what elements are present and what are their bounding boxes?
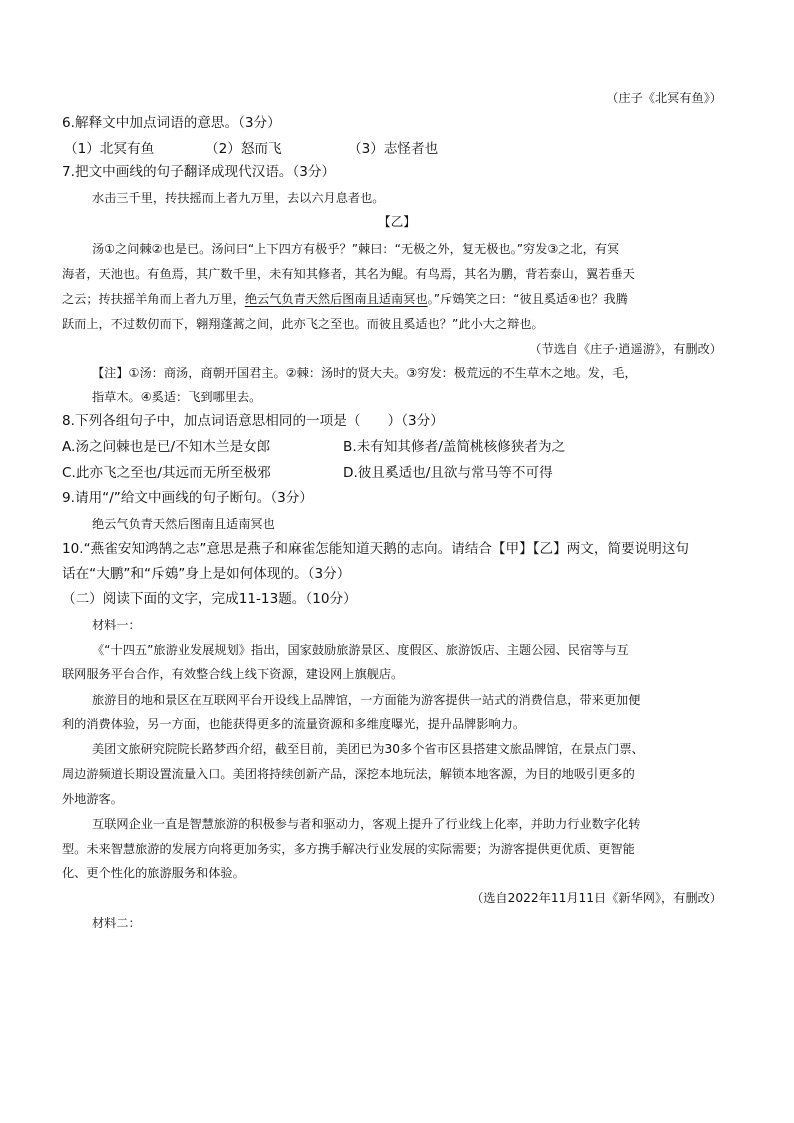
m1-p3-line-1: 美团文旅研究院院长路梦西介绍，截至目前，美团已为30多个省市区县搭建文旅品牌馆，在景点门票、: [92, 742, 644, 756]
note-line-1: 【注】①汤：商汤，商朝开国君主。②棘：汤时的贤大夫。③穷发：极荒远的不生草木之地。发，毛，: [92, 366, 637, 380]
q8-option-c: C.此亦飞之至也/其远而无所至极邪: [62, 465, 271, 481]
m1-p3-line-3: 外地游客。: [62, 792, 123, 806]
text-b-line-4: 跃而上，不过数仞而下，翱翔蓬蒿之间，此亦飞之至也。而彼且奚适也？”此小大之辩也。: [62, 317, 544, 331]
text-b-title: 【乙】: [378, 214, 416, 229]
text-a-source: （庄子《北冥有鱼》）: [606, 91, 722, 105]
m1-p3-line-2: 周边游频道长期设置流量入口。美团将持续创新产品，深挖本地玩法，解锁本地客源，为目的地吸引更多的: [62, 767, 635, 781]
q10-line-2: 话在“大鹏”和“斥鴳”身上是如何体现的。（3分）: [62, 566, 351, 582]
m1-p4-line-1: 互联网企业一直是智慧旅游的积极参与者和驱动力，客观上提升了行业线上化率，并助力行业数字化转: [92, 817, 641, 831]
q7-stem: 7.把文中画线的句子翻译成现代汉语。（3分）: [62, 164, 336, 180]
q6-item-2: （2）怒而飞: [205, 141, 282, 157]
material-2-label: 材料二：: [92, 916, 141, 930]
q8-option-b: B.未有知其修者/盖简桃核修狭者为之: [343, 439, 566, 455]
m1-p2-line-1: 旅游目的地和景区在互联网平台开设线上品牌馆，一方面能为游客提供一站式的消费信息，带来更加便: [92, 693, 641, 707]
text-b-line-3-end: 。”斥鴳笑之曰：“彼且奚适④也？我腾: [427, 292, 628, 306]
text-b-source: （节选自《庄子·逍遥游》，有删改）: [529, 342, 722, 356]
q6-item-3: （3）志怪者也: [348, 141, 439, 157]
text-b-line-2: 海者，天池也。有鱼焉，其广数千里，未有知其修者，其名为鲲。有鸟焉，其名为鹏，背若泰山，翼若垂天: [62, 267, 635, 281]
q8-stem: 8.下列各组句子中，加点词语意思相同的一项是（ ）（3分）: [62, 413, 444, 429]
q9-sentence: 绝云气负青天然后图南且适南冥也: [92, 517, 275, 531]
underlined-sentence: 绝云气负青天然后图南且适南冥也: [244, 292, 428, 306]
material-1-source: （选自2022年11月11日《新华网》，有删改）: [471, 891, 722, 905]
q8-option-d: D.彼且奚适也/且欲与常马等不可得: [343, 465, 553, 481]
text-b-line-3: [62, 293, 628, 305]
m1-p1-line-2: 联网服务平台合作，有效整合线上线下资源，建设网上旗舰店。: [62, 667, 404, 681]
note-line-2: 指草木。④奚适：飞到哪里去。: [92, 390, 262, 404]
q6-stem: 6.解释文中加点词语的意思。（3分）: [62, 115, 281, 131]
q7-sentence: 水击三千里，抟扶摇而上者九万里，去以六月息者也。: [92, 191, 385, 205]
q9-stem: 9.请用“/”给文中画线的句子断句。（3分）: [62, 490, 313, 506]
q10-line-1: 10.“燕雀安知鸿鹄之志”意思是燕子和麻雀怎能知道天鹅的志向。请结合【甲】【乙】两文，简要说明这句: [62, 541, 690, 557]
text-b-line-1: 汤①之问棘②也是已。汤问曰“上下四方有极乎？”棘曰：“无极之外，复无极也。”穷发③之北，有冥: [92, 242, 620, 256]
q8-option-a: A.汤之问棘也是已/不知木兰是女郎: [62, 439, 271, 455]
m1-p1-line-1: 《“十四五”旅游业发展规划》指出，国家鼓励旅游景区、度假区、旅游饭店、主题公园、民宿等与互: [92, 643, 629, 657]
material-1-label: 材料一：: [92, 618, 141, 632]
m1-p4-line-3: 化、更个性化的旅游服务和体验。: [62, 866, 245, 880]
section-2-heading: （二）阅读下面的文字，完成11-13题。（10分）: [62, 591, 357, 607]
text-b-line-3-start: 之云；抟扶摇羊角而上者九万里，: [62, 292, 245, 306]
m1-p2-line-2: 利的消费体验，另一方面，也能获得更多的流量资源和多维度曝光，提升品牌影响力。: [62, 717, 526, 731]
m1-p4-line-2: 型。未来智慧旅游的发展方向将更加务实，多方携手解决行业发展的实际需要；为游客提供更优质、更智能: [62, 842, 635, 856]
q6-item-1: （1）北冥有鱼: [64, 141, 155, 157]
